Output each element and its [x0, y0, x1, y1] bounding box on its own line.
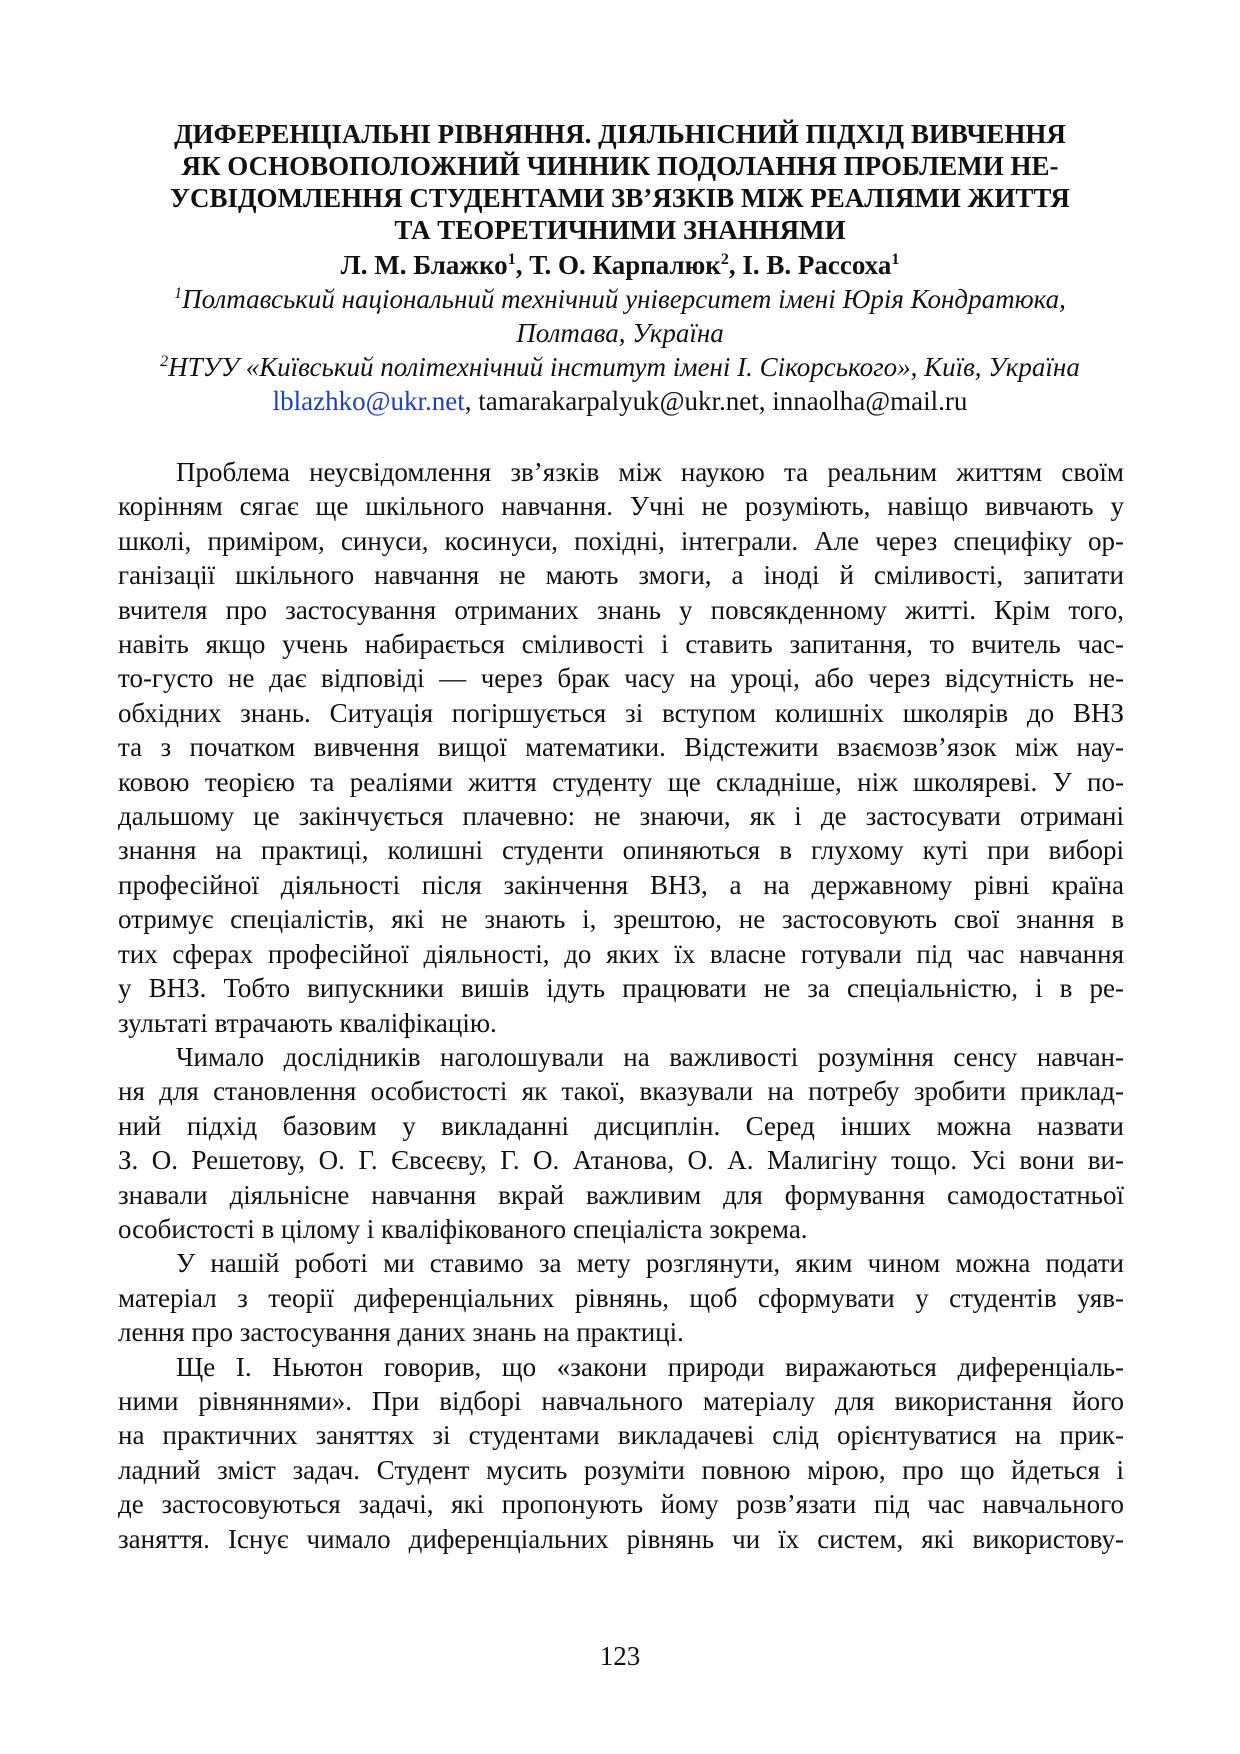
paragraph-line: тих сферах професійної діяльності, до яких їх власне готували під час навчання: [118, 938, 1124, 969]
author-affiliation-mark: 2: [720, 251, 729, 268]
paragraph-line: З. О. Решетову, О. Г. Євсеєву, Г. О. Атанова, О. А. Малигіну тощо. Усі вони ви-: [118, 1145, 1124, 1176]
affiliation-line: Полтавський національний технічний університет імені Юрія Кондратюка,: [182, 284, 1066, 314]
title-line: УСВІДОМЛЕННЯ СТУДЕНТАМИ ЗВ’ЯЗКІВ МІЖ РЕАЛІЯМИ ЖИТТЯ: [170, 183, 1070, 213]
author-list: [120, 248, 1120, 282]
paragraph-line: отримує спеціалістів, які не знають і, зрештою, не застосовують свої знання в: [118, 904, 1124, 935]
paragraph-line: Ще І. Ньютон говорив, що «закони природи виражаються диференціаль-: [176, 1351, 1124, 1382]
paragraph-line: ний підхід базовим у викладанні дисциплін. Серед інших можна назвати: [118, 1110, 1124, 1141]
paragraph-line: то-густо не дає відповіді — через брак часу на уроці, або через відсутність не-: [118, 663, 1124, 694]
paragraph-line: на практичних заняттях зі студентами викладачеві слід орієнтуватися на прик-: [118, 1420, 1124, 1451]
author-name: Т. О. Карпалюк: [529, 250, 721, 280]
title-line: ДИФЕРЕНЦІАЛЬНІ РІВНЯННЯ. ДІЯЛЬНІСНИЙ ПІДХІД ВИВЧЕННЯ: [174, 119, 1066, 149]
page-number: 123: [599, 1641, 641, 1671]
paragraph-line: у ВНЗ. Тобто випускники вишів ідуть працювати не за спеціальністю, і в ре-: [118, 973, 1124, 1004]
paragraph-line: знання на практиці, колишні студенти опиняються в глухому куті при виборі: [118, 835, 1124, 866]
affiliation-1: [120, 282, 1120, 350]
title-line: ТА ТЕОРЕТИЧНИМИ ЗНАННЯМИ: [394, 215, 846, 245]
author-separator: ,: [728, 250, 743, 280]
affiliation-line: НТУУ «Київський політехнічний інститут імені І. Сікорського», Київ, Україна: [168, 352, 1080, 382]
paragraph-line: ганізації шкільного навчання не мають змоги, а іноді й сміливості, запитати: [118, 560, 1124, 591]
author-separator: ,: [515, 250, 530, 280]
author-affiliation-mark: 1: [891, 251, 900, 268]
paragraph-line: знавали діяльнісне навчання вкрай важливим для формування самодостатньої: [118, 1179, 1124, 1210]
paragraph-line: Чимало дослідників наголошували на важливості розуміння сенсу навчан-: [176, 1041, 1124, 1072]
paragraph-line: Проблема неусвідомлення зв’язків між наукою та реальним життям своїм: [176, 457, 1124, 487]
paragraph: [118, 1040, 1124, 1246]
paragraph: [118, 1246, 1124, 1349]
paragraph-line: зультаті втрачають кваліфікацію.: [118, 1007, 497, 1038]
email-list: , tamarakarpalyuk@ukr.net, innaolha@mail.ru: [464, 386, 968, 416]
paragraph: [118, 455, 1124, 1040]
author-name: Л. М. Блажко: [340, 250, 508, 280]
author-affiliation-mark: 1: [507, 251, 516, 268]
paragraph-line: ладний зміст задач. Студент мусить розуміти повною мірою, про що йдеться і: [118, 1454, 1124, 1485]
author-name: І. В. Рассоха: [742, 250, 892, 280]
paragraph-line: навіть якщо учень набирається сміливості і ставить запитання, то вчитель час-: [118, 629, 1124, 660]
paragraph-line: професійної діяльності після закінчення ВНЗ, а на державному рівні країна: [118, 869, 1124, 900]
article-body: [118, 455, 1124, 1556]
affiliation-mark: 1: [174, 285, 183, 302]
affiliation-mark: 2: [160, 353, 169, 370]
affiliation-line: Полтава, Україна: [516, 318, 724, 348]
article-title: [120, 118, 1120, 246]
paragraph-line: заняття. Існує чимало диференціальних рівнянь чи їх систем, які використову-: [118, 1523, 1124, 1554]
article-header: [120, 118, 1120, 418]
paragraph-line: вчителя про застосування отриманих знань у повсякденному житті. Крім того,: [118, 594, 1124, 625]
paragraph-line: матеріал з теорії диференціальних рівнянь, щоб сформувати у студентів уяв-: [118, 1282, 1124, 1313]
paragraph-line: корінням сягає ще шкільного навчання. Учні не розуміють, навіщо вивчають у: [118, 491, 1124, 522]
paragraph-line: та з початком вивчення вищої математики. Відстежити взаємозв’язок між нау-: [118, 732, 1124, 763]
paragraph-line: особистості в цілому і кваліфікованого спеціаліста зокрема.: [118, 1213, 808, 1244]
paragraph-line: обхідних знань. Ситуація погіршується зі вступом колишніх школярів до ВНЗ: [118, 697, 1124, 728]
paragraph-line: ними рівняннями». При відборі навчального матеріалу для використання його: [118, 1385, 1124, 1416]
paragraph-line: дальшому це закінчується плачевно: не знаючи, як і де застосувати отримані: [118, 801, 1124, 832]
affiliation-2: [120, 350, 1120, 384]
email-link[interactable]: lblazhko@ukr.net: [272, 386, 465, 416]
paragraph-line: ковою теорією та реаліями життя студенту ще складніше, ніж школяреві. У по-: [118, 766, 1124, 797]
paragraph: [118, 1350, 1124, 1556]
paragraph-line: ня для становлення особистості як такої, вказували на потребу зробити приклад-: [118, 1076, 1124, 1107]
paragraph-line: де застосовуються задачі, які пропонують йому розв’язати під час навчального: [118, 1489, 1124, 1520]
title-line: ЯК ОСНОВОПОЛОЖНИЙ ЧИННИК ПОДОЛАННЯ ПРОБЛЕМИ НЕ-: [181, 151, 1059, 181]
paragraph-line: лення про застосування даних знань на практиці.: [118, 1317, 684, 1348]
author-emails: [120, 384, 1120, 418]
paragraph-line: У нашій роботі ми ставимо за мету розглянути, яким чином можна подати: [176, 1248, 1124, 1279]
paragraph-line: школі, приміром, синуси, косинуси, похідні, інтеграли. Але через специфіку ор-: [118, 525, 1124, 556]
